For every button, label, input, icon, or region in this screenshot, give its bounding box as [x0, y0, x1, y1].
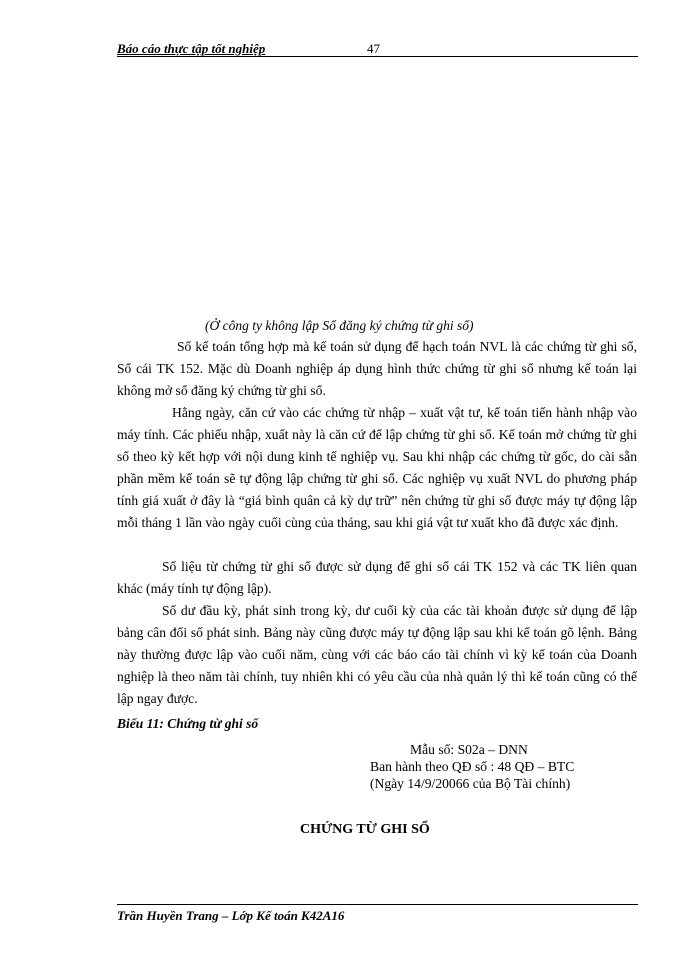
form-code: Mẫu số: S02a – DNN	[410, 742, 528, 757]
form-info	[370, 741, 574, 792]
note-text: (Ở công ty không lập Sổ đăng ký chứng từ ghi sổ)	[205, 318, 474, 333]
document-title: CHỨNG TỪ GHI SỔ	[300, 822, 430, 837]
footer-text: Trần Huyền Trang – Lớp Kế toán K42A16	[117, 908, 345, 923]
paragraph: Hằng ngày, căn cứ vào các chứng từ nhập – xuất vật tư, kế toán tiến hành nhập vào máy tính. Các phiếu nhập, xuất này là căn cứ để lập chứng từ ghi sổ. Kế toán mở chứng từ ghi sổ theo kỳ kết hợp với nội dung kinh tế nghiệp vụ. Sau khi nhập các chứng từ gốc, do cài sẵn phần mềm kế toán sẽ tự động lập chứng từ ghi sổ. Các nghiệp vụ xuất NVL do phương pháp tính giá xuất ở đây là “giá bình quân cả kỳ dự trữ” nên chứng từ ghi sổ được máy tự động lập mỗi tháng 1 lần vào ngày cuối cùng của tháng, sau khi giá vật tư xuất kho đã được xác định.	[117, 405, 637, 530]
form-decision: Ban hành theo QĐ số : 48 QĐ – BTC	[370, 759, 575, 774]
header-rule	[117, 56, 638, 57]
page-number: 47	[367, 41, 380, 56]
table-caption: Biểu 11: Chứng từ ghi sổ	[117, 716, 259, 731]
paragraph: Sổ kế toán tổng hợp mà kế toán sử dụng để hạch toán NVL là các chứng từ ghi sổ, Sổ cái TK 152. Mặc dù Doanh nghiệp áp dụng hình thức chứng từ ghi sổ nhưng kế toán lại không mở sổ đăng ký chứng từ ghi sổ.	[117, 339, 637, 398]
form-date: (Ngày 14/9/20066 của Bộ Tài chính)	[370, 776, 571, 791]
paragraph: Số dư đầu kỳ, phát sinh trong kỳ, dư cuối kỳ của các tài khoản được sử dụng để lập bảng cân đối số phát sinh. Bảng này cũng được máy tự động lập sau khi kế toán gõ lệnh. Bảng này thường được lập vào cuối năm, cùng với các báo cáo tài chính vì kỳ kế toán của Doanh nghiệp là theo năm tài chính, tuy nhiên khi có yêu cầu của nhà quản lý thì kế toán cũng có thể lập ngay được.	[117, 603, 637, 706]
paragraph: Số liệu từ chứng từ ghi sổ được sử dụng để ghi sổ cái TK 152 và các TK liên quan khác (máy tính tự động lập).	[117, 559, 637, 596]
footer-rule	[117, 904, 638, 905]
header-title: Báo cáo thực tập tốt nghiệp	[117, 41, 266, 56]
